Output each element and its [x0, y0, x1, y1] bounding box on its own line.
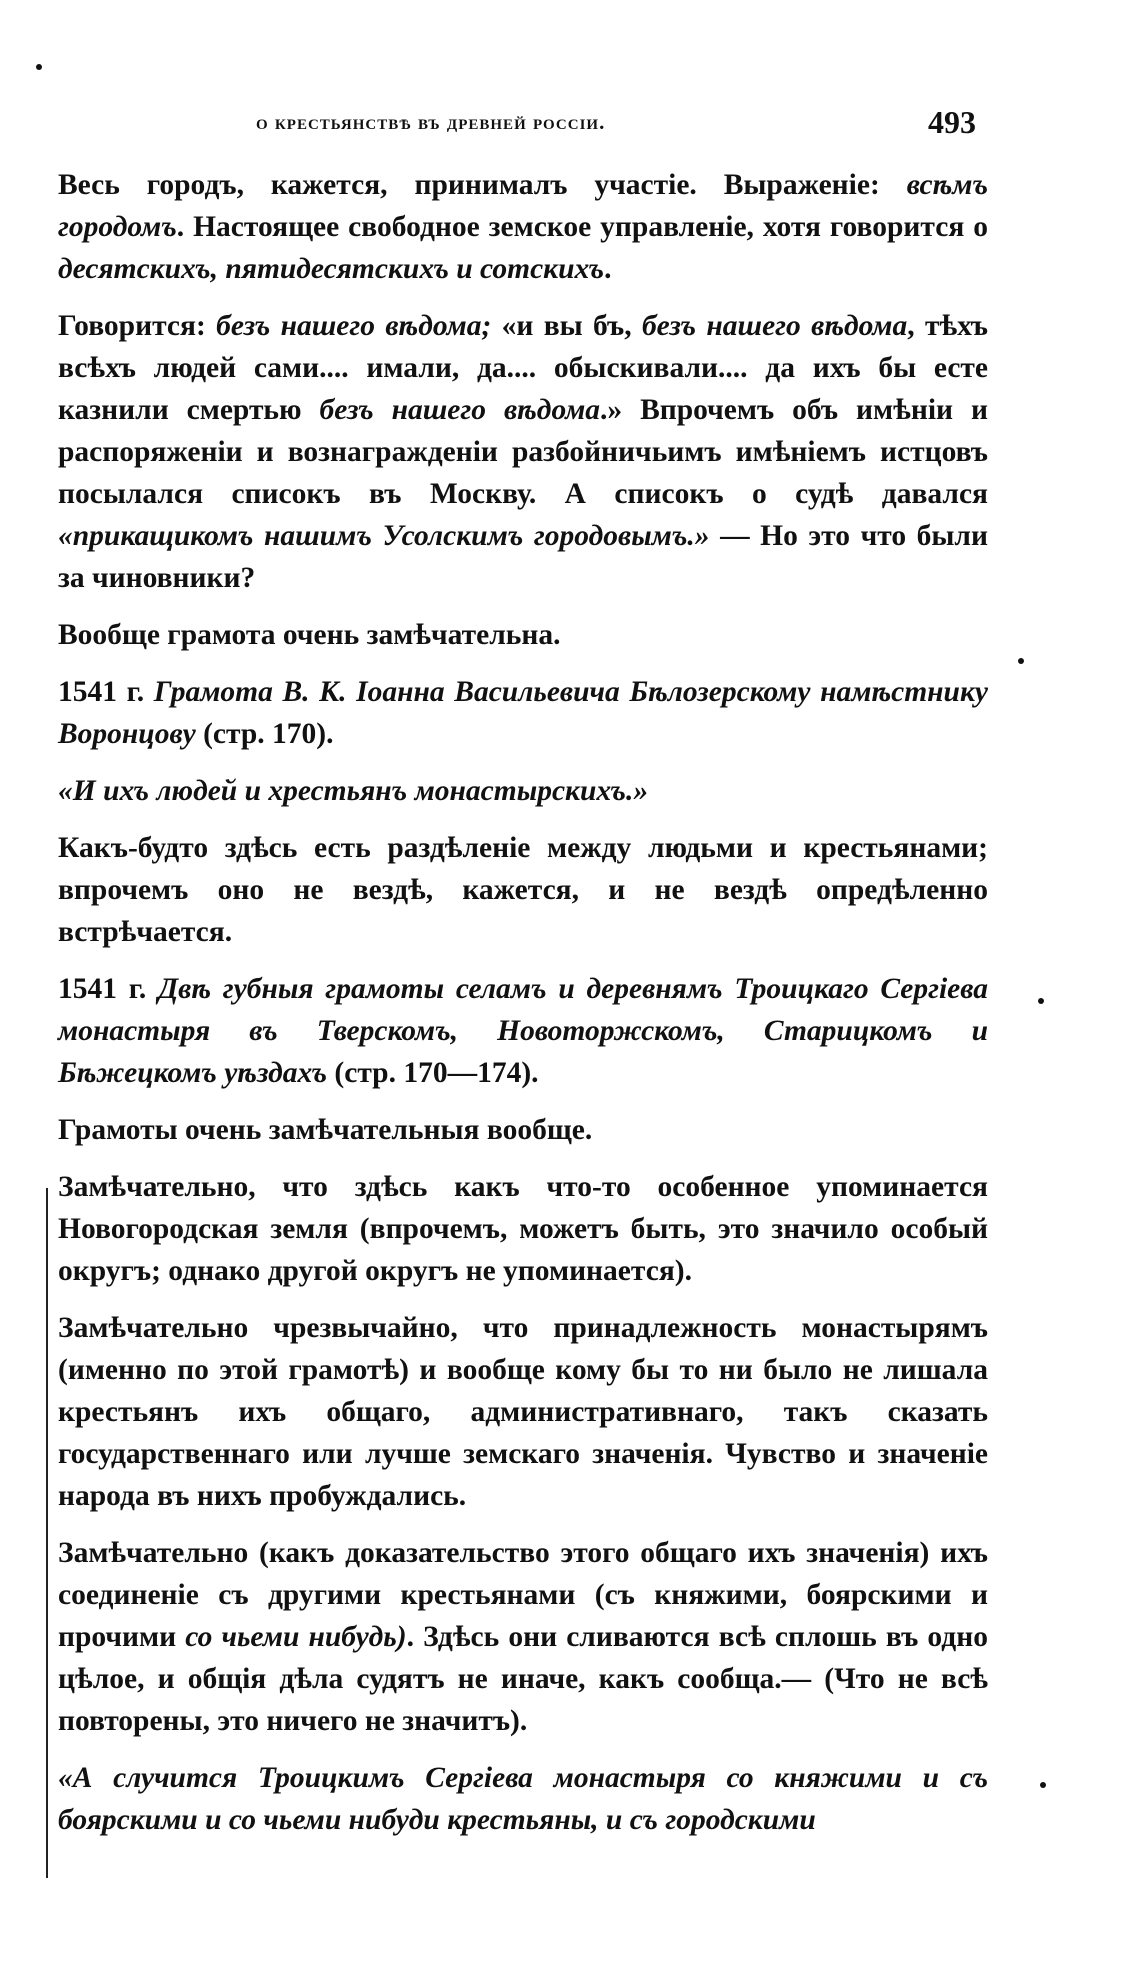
body-text	[58, 164, 988, 1841]
text-run: Говорится:	[58, 310, 217, 342]
paragraph	[58, 827, 988, 953]
paragraph	[58, 164, 988, 290]
text-run: Весь городъ, кажется, принималъ участіе. Выраженіе:	[58, 169, 907, 201]
italic-text: «И ихъ людей и хрестьянъ монастырскихъ.»	[58, 775, 649, 807]
margin-rule	[46, 1188, 48, 1878]
paragraph	[58, 1109, 988, 1151]
italic-text: всѣмъ городомъ	[58, 169, 988, 243]
text-run: Замѣчательно, что здѣсь какъ что-то особенное упоминается Новогородская земля (впрочемъ, можетъ быть, это значило особый округъ; однако другой округъ не упоминается).	[58, 1171, 988, 1287]
italic-text: Грамота В. К. Іоанна Васильевича Бѣлозерскому намѣстнику Воронцову	[58, 676, 988, 750]
page-number: 493	[928, 104, 976, 140]
paragraph	[58, 1166, 988, 1292]
text-run: Замѣчательно чрезвычайно, что принадлежность монастырямъ (именно по этой грамотѣ) и вообще кому бы то ни было не лишала крестьянъ ихъ общаго, административнаго, такъ сказать государственнаго или лучше земскаго значенія. Чувство и значеніе народа въ нихъ пробуждались.	[58, 1312, 988, 1512]
text-run: .» Впрочемъ объ имѣніи и распоряженіи и вознагражденіи разбойничьимъ имѣніемъ истцовъ посылался списокъ въ Москву. А списокъ о судѣ давался	[58, 394, 988, 510]
italic-text: безъ нашего вѣдома;	[216, 310, 492, 342]
italic-text: десятскихъ, пятидесятскихъ и сотскихъ	[58, 253, 605, 285]
paragraph	[58, 1532, 988, 1742]
text-run: — Но это что были за чиновники?	[58, 520, 988, 594]
paragraph	[58, 305, 988, 599]
page-header	[58, 92, 988, 142]
italic-text: со чьеми нибудь)	[185, 1621, 407, 1653]
paragraph	[58, 770, 988, 812]
italic-text: «прикащикомъ нашимъ Усолскимъ городовымъ.»	[58, 520, 710, 552]
text-run: (стр. 170).	[195, 718, 334, 750]
text-run: Какъ-будто здѣсь есть раздѣленіе между людьми и крестьянами; впрочемъ оно не вездѣ, кажется, и не вездѣ опредѣленно встрѣчается.	[58, 832, 988, 948]
ink-speck	[1018, 658, 1024, 664]
italic-text: Двѣ губныя грамоты селамъ и деревнямъ Троицкаго Сергіева монастыря въ Тверскомъ, Новоторжскомъ, Старицкомъ и Бѣжецкомъ уѣздахъ	[58, 973, 988, 1089]
italic-text: «А случится Троицкимъ Сергіева монастыря со княжими и съ боярскими и со чьеми нибуди крестьяны, и съ городскими	[58, 1762, 988, 1836]
book-page	[58, 92, 988, 1856]
paragraph	[58, 1307, 988, 1517]
text-run: 1541 г.	[58, 676, 154, 708]
italic-text: безъ нашего вѣдома	[641, 310, 908, 342]
text-run: Замѣчательно (какъ доказательство этого общаго ихъ значенія) ихъ соединеніе съ другими крестьянами (съ княжими, боярскими и прочими	[58, 1537, 988, 1653]
text-run: (стр. 170—174).	[327, 1057, 539, 1089]
running-title: о крестьянствѣ въ древней россіи.	[256, 110, 606, 134]
text-run: , тѣхъ всѣхъ людей сами.... имали, да.... обыскивали.... да ихъ бы есте казнили смертью	[58, 310, 988, 426]
text-run: «и вы бъ,	[491, 310, 642, 342]
text-run: 1541 г.	[58, 973, 158, 1005]
paragraph	[58, 614, 988, 656]
paragraph	[58, 1757, 988, 1841]
text-run: Грамоты очень замѣчательныя вообще.	[58, 1114, 593, 1146]
ink-speck	[36, 64, 42, 70]
paragraph	[58, 968, 988, 1094]
ink-speck	[1040, 1782, 1046, 1788]
text-run: . Настоящее свободное земское управленіе, хотя говорится о	[176, 211, 988, 243]
text-run: . Здѣсь они сливаются всѣ сплошь въ одно цѣлое, и общія дѣла судятъ не иначе, какъ сообща.— (Что не всѣ повторены, это ничего не значитъ).	[58, 1621, 988, 1737]
paragraph	[58, 671, 988, 755]
italic-text: безъ нашего вѣдома	[319, 394, 601, 426]
text-run: Вообще грамота очень замѣчательна.	[58, 619, 561, 651]
text-run: .	[604, 253, 612, 285]
ink-speck	[1038, 998, 1044, 1004]
